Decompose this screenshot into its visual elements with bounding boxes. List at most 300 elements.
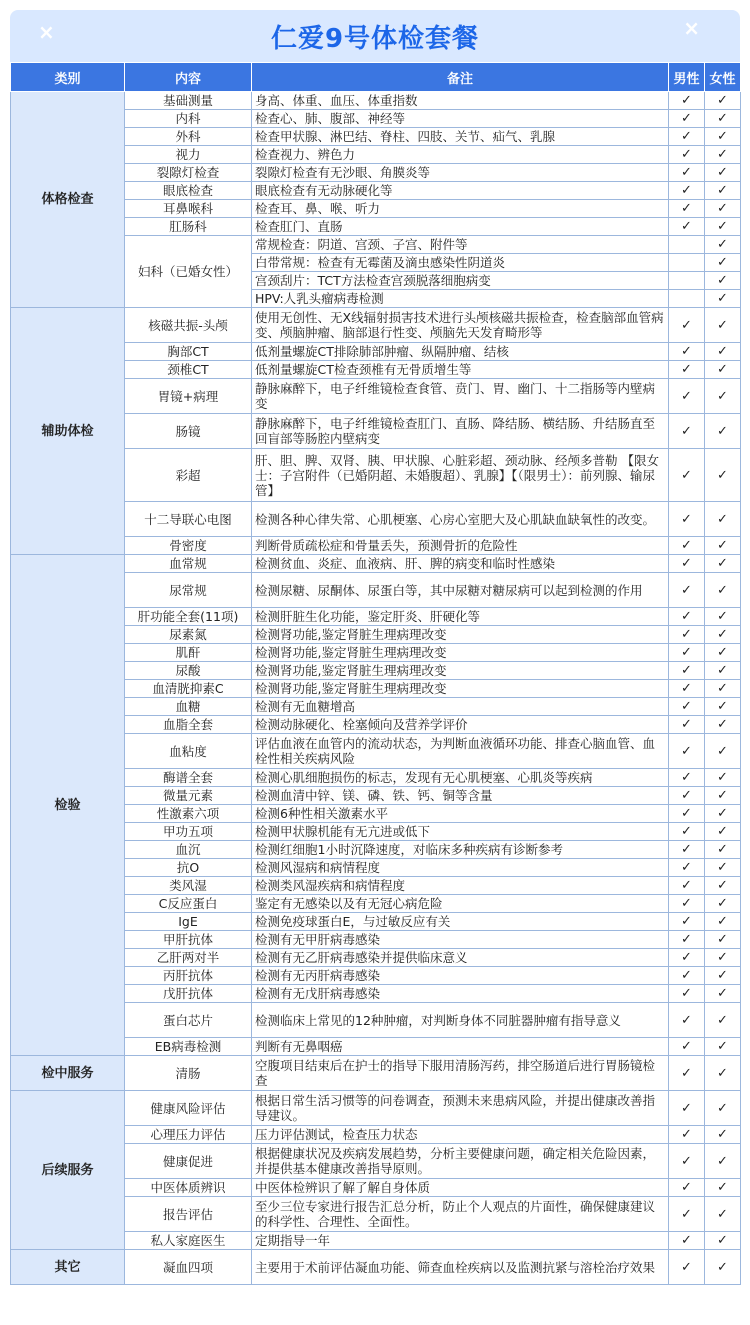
female-check-cell (705, 859, 741, 877)
item-cell: 血粘度 (125, 734, 252, 769)
female-check-cell (705, 734, 741, 769)
check-icon: ✓ (681, 344, 692, 359)
female-check-cell (705, 967, 741, 985)
female-check-cell (705, 146, 741, 164)
check-icon: ✓ (681, 1039, 692, 1054)
item-cell: 外科 (125, 128, 252, 146)
female-check-cell (705, 414, 741, 449)
male-check-cell (669, 200, 705, 218)
male-check-cell (669, 1232, 705, 1250)
check-icon: ✓ (681, 556, 692, 571)
male-check-cell (669, 608, 705, 626)
check-icon: ✓ (681, 362, 692, 377)
note-cell: 肝、胆、脾、双肾、胰、甲状腺、心脏彩超、颈动脉、经颅多普勒 【限女士：子宫附件（已婚阴超、未婚腹超）、乳腺】【（限男士）：前列腺、输尿管】 (252, 449, 669, 502)
female-check-cell (705, 1232, 741, 1250)
female-check-cell (705, 128, 741, 146)
item-cell: 血沉 (125, 841, 252, 859)
male-check-cell (669, 859, 705, 877)
female-check-cell (705, 254, 741, 272)
check-icon: ✓ (681, 467, 692, 483)
note-cell: 常规检查：阴道、宫颈、子宫、附件等 (252, 236, 669, 254)
female-check-cell (705, 110, 741, 128)
item-cell: 性激素六项 (125, 805, 252, 823)
item-cell: 肌酐 (125, 644, 252, 662)
note-cell: 低剂量螺旋CT排除肺部肿瘤、纵隔肿瘤、结核 (252, 343, 669, 361)
note-cell: 检测心肌细胞损伤的标志，发现有无心肌梗塞、心肌炎等疾病 (252, 769, 669, 787)
check-icon: ✓ (717, 219, 728, 234)
check-icon: ✓ (717, 111, 728, 126)
note-cell: 宫颈刮片：TCT方法检查宫颈脱落细胞病变 (252, 272, 669, 290)
check-icon: ✓ (681, 896, 692, 911)
check-icon: ✓ (717, 1065, 728, 1081)
item-cell: 肠镜 (125, 414, 252, 449)
note-cell: 检测甲状腺机能有无亢进或低下 (252, 823, 669, 841)
female-check-cell (705, 290, 741, 308)
male-check-cell (669, 1003, 705, 1038)
note-cell: 检测尿糖、尿酮体、尿蛋白等，其中尿糖对糖尿病可以起到检测的作用 (252, 573, 669, 608)
male-check-cell (669, 92, 705, 110)
item-cell: 裂隙灯检查 (125, 164, 252, 182)
check-icon: ✓ (681, 147, 692, 162)
male-check-cell (669, 1038, 705, 1056)
note-cell: 检测类风湿疾病和病情程度 (252, 877, 669, 895)
check-icon: ✓ (717, 645, 728, 660)
note-cell: HPV:人乳头瘤病毒检测 (252, 290, 669, 308)
check-icon: ✓ (717, 806, 728, 821)
note-cell: 检测肾功能,鉴定肾脏生理病理改变 (252, 644, 669, 662)
female-check-cell (705, 913, 741, 931)
female-check-cell (705, 1091, 741, 1126)
female-check-cell (705, 1250, 741, 1285)
male-check-cell (669, 537, 705, 555)
table-row (11, 1056, 741, 1091)
item-cell: 血脂全套 (125, 716, 252, 734)
title-bar (10, 10, 740, 62)
check-icon: ✓ (681, 878, 692, 893)
male-check-cell (669, 698, 705, 716)
note-cell: 检测肾功能,鉴定肾脏生理病理改变 (252, 626, 669, 644)
table-row (11, 555, 741, 573)
male-check-cell (669, 1056, 705, 1091)
item-cell: 戊肝抗体 (125, 985, 252, 1003)
check-icon: ✓ (681, 317, 692, 333)
check-icon: ✓ (717, 147, 728, 162)
male-check-cell (669, 414, 705, 449)
item-cell: 肛肠科 (125, 218, 252, 236)
male-check-cell (669, 949, 705, 967)
check-icon: ✓ (717, 860, 728, 875)
table-header-row (11, 63, 741, 92)
note-cell: 检查甲状腺、淋巴结、脊柱、四肢、关节、疝气、乳腺 (252, 128, 669, 146)
male-check-cell (669, 502, 705, 537)
category-cell: 检中服务 (11, 1056, 125, 1091)
check-icon: ✓ (681, 968, 692, 983)
check-icon: ✓ (681, 770, 692, 785)
check-icon: ✓ (717, 129, 728, 144)
female-check-cell (705, 1038, 741, 1056)
male-check-cell (669, 734, 705, 769)
check-icon: ✓ (681, 1100, 692, 1116)
category-cell: 辅助体检 (11, 308, 125, 555)
male-check-cell (669, 272, 705, 290)
check-icon: ✓ (681, 860, 692, 875)
female-check-cell (705, 644, 741, 662)
item-cell: 十二导联心电图 (125, 502, 252, 537)
check-icon: ✓ (717, 291, 728, 306)
check-icon: ✓ (681, 423, 692, 439)
category-cell: 其它 (11, 1250, 125, 1285)
male-check-cell (669, 1144, 705, 1179)
note-cell: 使用无创性、无X线辐射损害技术进行头颅核磁共振检查，检查脑部血管病变、颅脑肿瘤、脑部退行性变、颅脑先天发育畸形等 (252, 308, 669, 343)
note-cell: 检测各种心律失常、心肌梗塞、心房心室肥大及心肌缺血缺氧性的改变。 (252, 502, 669, 537)
check-icon: ✓ (717, 878, 728, 893)
male-check-cell (669, 931, 705, 949)
female-check-cell (705, 805, 741, 823)
male-check-cell (669, 555, 705, 573)
check-icon: ✓ (681, 627, 692, 642)
check-icon: ✓ (717, 932, 728, 947)
female-check-cell (705, 164, 741, 182)
female-check-cell (705, 1056, 741, 1091)
table-body (11, 92, 741, 1285)
item-cell: 清肠 (125, 1056, 252, 1091)
note-cell: 检测临床上常见的12种肿瘤，对判断身体不同脏器肿瘤有指导意义 (252, 1003, 669, 1038)
female-check-cell (705, 626, 741, 644)
male-check-cell (669, 146, 705, 164)
item-cell: 血清胱抑素C (125, 680, 252, 698)
check-icon: ✓ (717, 237, 728, 252)
check-icon: ✓ (717, 788, 728, 803)
female-check-cell (705, 787, 741, 805)
check-icon: ✓ (681, 111, 692, 126)
column-header-category: 类别 (11, 63, 125, 92)
check-icon: ✓ (717, 681, 728, 696)
note-cell: 检测有无甲肝病毒感染 (252, 931, 669, 949)
check-icon: ✓ (681, 806, 692, 821)
check-icon: ✓ (681, 1153, 692, 1169)
check-icon: ✓ (717, 1259, 728, 1275)
note-cell: 检测有无血糖增高 (252, 698, 669, 716)
category-cell: 检验 (11, 555, 125, 1056)
note-cell: 检测6种性相关激素水平 (252, 805, 669, 823)
male-check-cell (669, 110, 705, 128)
male-check-cell (669, 218, 705, 236)
male-check-cell (669, 290, 705, 308)
item-cell: 甲功五项 (125, 823, 252, 841)
check-icon: ✓ (717, 317, 728, 333)
female-check-cell (705, 823, 741, 841)
check-icon: ✓ (717, 1180, 728, 1195)
table-row (11, 1091, 741, 1126)
note-cell: 检测肾功能,鉴定肾脏生理病理改变 (252, 662, 669, 680)
note-cell: 检测动脉硬化、栓塞倾向及营养学评价 (252, 716, 669, 734)
item-cell: 尿常规 (125, 573, 252, 608)
male-check-cell (669, 913, 705, 931)
column-header-note: 备注 (252, 63, 669, 92)
check-icon: ✓ (681, 582, 692, 598)
item-cell: 尿素氮 (125, 626, 252, 644)
check-icon: ✓ (717, 93, 728, 108)
female-check-cell (705, 200, 741, 218)
male-check-cell (669, 308, 705, 343)
female-check-cell (705, 555, 741, 573)
male-check-cell (669, 967, 705, 985)
note-cell: 判断骨质疏松症和骨量丢失，预测骨折的危险性 (252, 537, 669, 555)
item-cell: 丙肝抗体 (125, 967, 252, 985)
note-cell: 空腹项目结束后在护士的指导下服用清肠泻药，排空肠道后进行胃肠镜检查 (252, 1056, 669, 1091)
check-icon: ✓ (681, 788, 692, 803)
female-check-cell (705, 308, 741, 343)
item-cell: 尿酸 (125, 662, 252, 680)
check-icon: ✓ (681, 663, 692, 678)
note-cell: 判断有无鼻咽癌 (252, 1038, 669, 1056)
item-cell: 血糖 (125, 698, 252, 716)
female-check-cell (705, 502, 741, 537)
note-cell: 检查视力、辨色力 (252, 146, 669, 164)
item-cell: 甲肝抗体 (125, 931, 252, 949)
check-icon: ✓ (717, 609, 728, 624)
female-check-cell (705, 841, 741, 859)
male-check-cell (669, 769, 705, 787)
female-check-cell (705, 236, 741, 254)
item-cell: 私人家庭医生 (125, 1232, 252, 1250)
check-icon: ✓ (717, 699, 728, 714)
check-icon: ✓ (681, 609, 692, 624)
item-cell: 基础测量 (125, 92, 252, 110)
male-check-cell (669, 895, 705, 913)
column-header-male: 男性 (669, 63, 705, 92)
item-cell: 耳鼻喉科 (125, 200, 252, 218)
category-cell: 体格检查 (11, 92, 125, 308)
check-icon: ✓ (681, 1233, 692, 1248)
note-cell: 眼底检查有无动脉硬化等 (252, 182, 669, 200)
check-icon: ✓ (717, 663, 728, 678)
note-cell: 检查耳、鼻、喉、听力 (252, 200, 669, 218)
note-cell: 静脉麻醉下，电子纤维镜检查食管、贲门、胃、幽门、十二指肠等内壁病变 (252, 379, 669, 414)
note-cell: 检测红细胞1小时沉降速度，对临床多种疾病有诊断参考 (252, 841, 669, 859)
check-icon: ✓ (717, 423, 728, 439)
package-table (10, 62, 741, 1285)
check-icon: ✓ (681, 645, 692, 660)
table-row (11, 1250, 741, 1285)
male-check-cell (669, 662, 705, 680)
check-icon: ✓ (681, 681, 692, 696)
check-icon: ✓ (717, 717, 728, 732)
check-icon: ✓ (717, 556, 728, 571)
female-check-cell (705, 449, 741, 502)
note-cell: 评估血液在血管内的流动状态，为判断血液循环功能、排查心脑血管、血栓性相关疾病风险 (252, 734, 669, 769)
check-icon: ✓ (681, 201, 692, 216)
item-cell: 抗O (125, 859, 252, 877)
male-check-cell (669, 680, 705, 698)
check-icon: ✓ (681, 93, 692, 108)
item-cell: 凝血四项 (125, 1250, 252, 1285)
male-check-cell (669, 128, 705, 146)
note-cell: 检测风湿病和病情程度 (252, 859, 669, 877)
male-check-cell (669, 449, 705, 502)
note-cell: 压力评估测试，检查压力状态 (252, 1126, 669, 1144)
item-cell: 乙肝两对半 (125, 949, 252, 967)
note-cell: 定期指导一年 (252, 1232, 669, 1250)
male-check-cell (669, 877, 705, 895)
check-icon: ✓ (717, 824, 728, 839)
check-icon: ✓ (717, 538, 728, 553)
female-check-cell (705, 92, 741, 110)
female-check-cell (705, 1179, 741, 1197)
item-cell: 酶谱全套 (125, 769, 252, 787)
female-check-cell (705, 1126, 741, 1144)
check-icon: ✓ (681, 743, 692, 759)
check-icon: ✓ (681, 1012, 692, 1028)
item-cell: 微量元素 (125, 787, 252, 805)
female-check-cell (705, 379, 741, 414)
check-icon: ✓ (717, 388, 728, 404)
note-cell: 中医体检辨识了解了解自身体质 (252, 1179, 669, 1197)
female-check-cell (705, 698, 741, 716)
check-icon: ✓ (681, 219, 692, 234)
female-check-cell (705, 361, 741, 379)
check-icon: ✓ (717, 344, 728, 359)
item-cell: 报告评估 (125, 1197, 252, 1232)
note-cell: 检查心、肺、腹部、神经等 (252, 110, 669, 128)
check-icon: ✓ (717, 1206, 728, 1222)
check-icon: ✓ (717, 467, 728, 483)
item-cell: 心理压力评估 (125, 1126, 252, 1144)
column-header-female: 女性 (705, 63, 741, 92)
item-cell: 眼底检查 (125, 182, 252, 200)
male-check-cell (669, 1126, 705, 1144)
note-cell: 检测有无戊肝病毒感染 (252, 985, 669, 1003)
note-cell: 检测血清中锌、镁、磷、铁、钙、铜等含量 (252, 787, 669, 805)
check-icon: ✓ (717, 1233, 728, 1248)
male-check-cell (669, 361, 705, 379)
male-check-cell (669, 644, 705, 662)
close-icon[interactable]: × (38, 20, 55, 44)
item-cell: 妇科（已婚女性） (125, 236, 252, 308)
check-icon: ✓ (717, 842, 728, 857)
male-check-cell (669, 254, 705, 272)
female-check-cell (705, 931, 741, 949)
female-check-cell (705, 1197, 741, 1232)
female-check-cell (705, 769, 741, 787)
male-check-cell (669, 343, 705, 361)
female-check-cell (705, 537, 741, 555)
page-title: 仁爱9号体检套餐 (270, 23, 480, 54)
male-check-cell (669, 573, 705, 608)
item-cell: 内科 (125, 110, 252, 128)
note-cell: 白带常规：检查有无霉菌及滴虫感染性阴道炎 (252, 254, 669, 272)
female-check-cell (705, 716, 741, 734)
check-icon: ✓ (681, 950, 692, 965)
item-cell: 健康风险评估 (125, 1091, 252, 1126)
check-icon: ✓ (717, 1127, 728, 1142)
note-cell: 至少三位专家进行报告汇总分析，防止个人观点的片面性，确保健康建议的科学性、合理性、全面性。 (252, 1197, 669, 1232)
note-cell: 检测有无乙肝病毒感染并提供临床意义 (252, 949, 669, 967)
check-icon: ✓ (681, 717, 692, 732)
male-check-cell (669, 236, 705, 254)
item-cell: 中医体质辨识 (125, 1179, 252, 1197)
check-icon: ✓ (681, 1065, 692, 1081)
item-cell: 核磁共振-头颅 (125, 308, 252, 343)
check-icon: ✓ (681, 1180, 692, 1195)
male-check-cell (669, 182, 705, 200)
note-cell: 检测免疫球蛋白E，与过敏反应有关 (252, 913, 669, 931)
female-check-cell (705, 1144, 741, 1179)
check-icon: ✓ (717, 896, 728, 911)
check-icon: ✓ (717, 743, 728, 759)
check-icon: ✓ (717, 165, 728, 180)
check-icon: ✓ (717, 968, 728, 983)
check-icon: ✓ (717, 273, 728, 288)
check-icon: ✓ (681, 129, 692, 144)
note-cell: 根据日常生活习惯等的问卷调查，预测未来患病风险，并提出健康改善指导建议。 (252, 1091, 669, 1126)
check-icon: ✓ (717, 770, 728, 785)
check-icon: ✓ (717, 1153, 728, 1169)
check-icon: ✓ (681, 183, 692, 198)
close-icon[interactable]: × (683, 16, 700, 40)
check-icon: ✓ (681, 1206, 692, 1222)
note-cell: 检测有无丙肝病毒感染 (252, 967, 669, 985)
item-cell: C反应蛋白 (125, 895, 252, 913)
check-icon: ✓ (717, 950, 728, 965)
item-cell: 胸部CT (125, 343, 252, 361)
female-check-cell (705, 895, 741, 913)
item-cell: 蛋白芯片 (125, 1003, 252, 1038)
check-icon: ✓ (681, 388, 692, 404)
item-cell: 骨密度 (125, 537, 252, 555)
check-icon: ✓ (681, 511, 692, 527)
male-check-cell (669, 787, 705, 805)
note-cell: 主要用于术前评估凝血功能、筛查血栓疾病以及监测抗紧与溶栓治疗效果 (252, 1250, 669, 1285)
note-cell: 检查肛门、直肠 (252, 218, 669, 236)
female-check-cell (705, 608, 741, 626)
table-row (11, 92, 741, 110)
male-check-cell (669, 1250, 705, 1285)
male-check-cell (669, 1197, 705, 1232)
female-check-cell (705, 877, 741, 895)
female-check-cell (705, 182, 741, 200)
male-check-cell (669, 805, 705, 823)
note-cell: 裂隙灯检查有无沙眼、角膜炎等 (252, 164, 669, 182)
check-icon: ✓ (681, 986, 692, 1001)
item-cell: 类风湿 (125, 877, 252, 895)
check-icon: ✓ (717, 201, 728, 216)
female-check-cell (705, 573, 741, 608)
check-icon: ✓ (681, 824, 692, 839)
female-check-cell (705, 1003, 741, 1038)
column-header-item: 内容 (125, 63, 252, 92)
female-check-cell (705, 272, 741, 290)
item-cell: 健康促进 (125, 1144, 252, 1179)
male-check-cell (669, 379, 705, 414)
check-icon: ✓ (681, 538, 692, 553)
check-icon: ✓ (717, 914, 728, 929)
male-check-cell (669, 1091, 705, 1126)
note-cell: 鉴定有无感染以及有无冠心病危险 (252, 895, 669, 913)
note-cell: 低剂量螺旋CT检查颈椎有无骨质增生等 (252, 361, 669, 379)
item-cell: 彩超 (125, 449, 252, 502)
check-icon: ✓ (717, 1012, 728, 1028)
note-cell: 静脉麻醉下，电子纤维镜检查肛门、直肠、降结肠、横结肠、升结肠直至回盲部等肠腔内壁病变 (252, 414, 669, 449)
female-check-cell (705, 680, 741, 698)
male-check-cell (669, 626, 705, 644)
male-check-cell (669, 985, 705, 1003)
male-check-cell (669, 164, 705, 182)
table-row (11, 308, 741, 343)
check-icon: ✓ (681, 914, 692, 929)
female-check-cell (705, 662, 741, 680)
item-cell: IgE (125, 913, 252, 931)
